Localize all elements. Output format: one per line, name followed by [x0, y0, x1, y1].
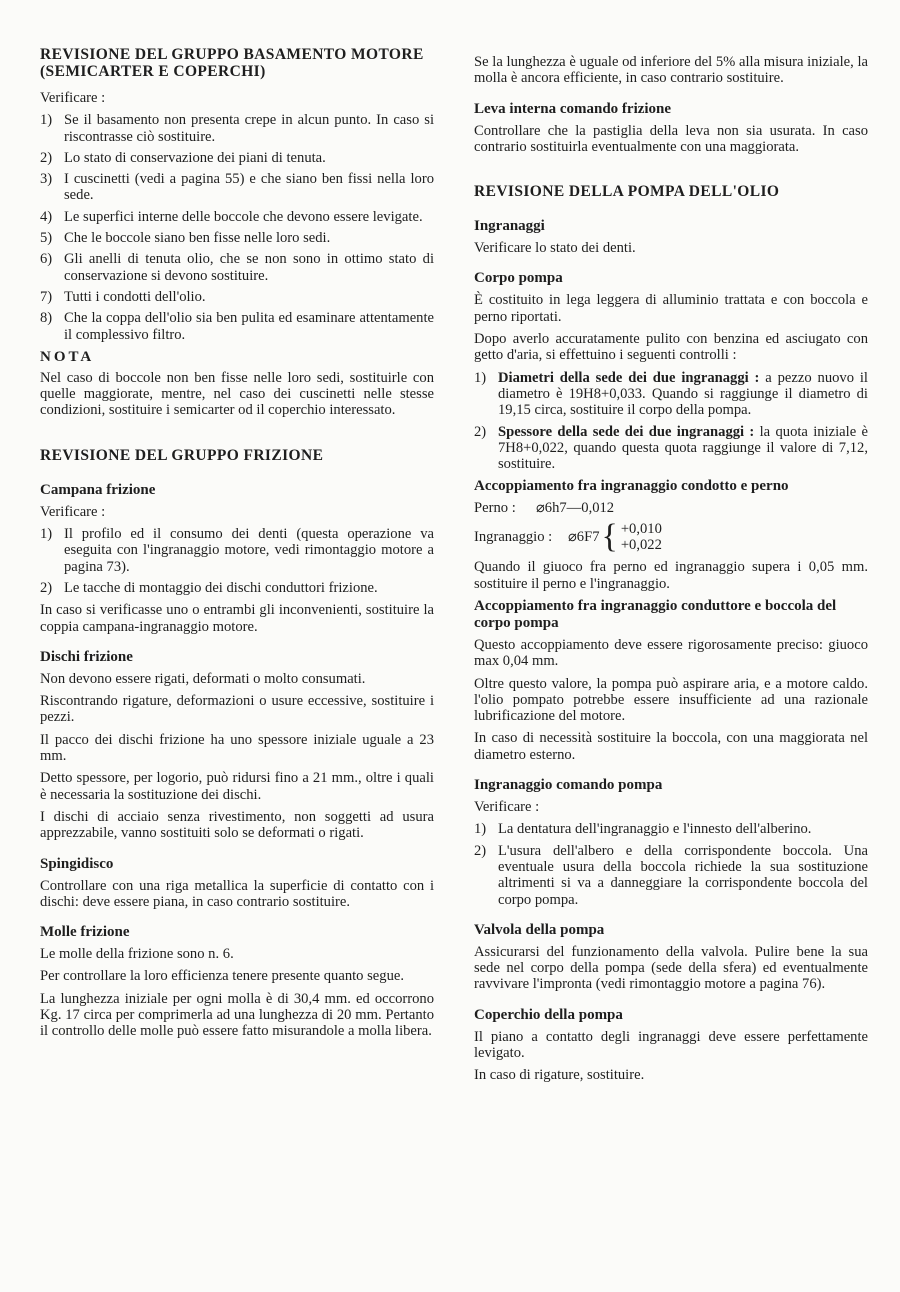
coperchio-title: Coperchio della pompa [474, 1006, 623, 1023]
accoppiamento-conduttore-paragraph: In caso di necessità sostituire la boccola, con una maggiorata nel diametro esterno. [474, 730, 868, 763]
dischi-paragraph: Il pacco dei dischi frizione ha uno spessore iniziale uguale a 23 mm. [40, 731, 434, 765]
molle-paragraph: Le molle della frizione sono n. 6. [40, 946, 234, 963]
ingranaggi-title: Ingranaggi [474, 218, 545, 235]
comando-list [474, 821, 868, 907]
comando-pompa-title: Ingranaggio comando pompa [474, 777, 663, 794]
spingidisco-title: Spingidisco [40, 855, 114, 872]
heading-basamento: REVISIONE DEL GRUPPO BASAMENTO MOTORE (SEMICARTER E COPERCHI) [40, 46, 424, 80]
leva-paragraph: Controllare che la pastiglia della leva non sia usurata. In caso contrario sostituirla eventualmente con una maggiorata. [474, 122, 868, 155]
verificare-label: Verificare : [474, 799, 540, 816]
list-item: 1) Il profilo ed il consumo dei denti (questa operazione va eseguita con l'ingranaggio motore, vedi rimontaggio motore a pagina 73). [40, 526, 434, 575]
basamento-list [40, 112, 434, 343]
list-item: 5) Che le boccole siano ben fisse nelle loro sedi. [40, 230, 331, 247]
corpo-paragraph: Dopo averlo accuratamente pulito con benzina ed asciugato con getto d'aria, si effettuino i seguenti controlli : [474, 331, 868, 364]
molle-continuation: Se la lunghezza è uguale od inferiore del 5% alla misura iniziale, la molla è ancora efficiente, in caso contrario sostituire. [474, 54, 868, 87]
corpo-paragraph: È costituito in lega leggera di alluminio trattata e con boccola e perno riportati. [474, 292, 868, 325]
left-column [40, 46, 434, 1046]
campana-note: In caso si verificasse uno o entrambi gli inconvenienti, sostituire la coppia campana-ingranaggio motore. [40, 602, 434, 635]
accoppiamento-conduttore-title: Accoppiamento fra ingranaggio conduttore e boccola del corpo pompa [474, 597, 837, 631]
molle-paragraph: La lunghezza iniziale per ogni molla è di 30,4 mm. ed occorrono Kg. 17 circa per comprimerla ad una lunghezza di 20 mm. Pertanto il controllo delle molle può essere fatto misurandole a molla libera. [40, 990, 434, 1040]
nota-text: Nel caso di boccole non ben fisse nelle loro sedi, sostituirle con quelle maggiorate, mentre, nel caso dei cuscinetti nelle stesse condizioni, sostituire i semicarter od il coperchio interessato. [40, 369, 434, 419]
leva-title: Leva interna comando frizione [474, 100, 672, 117]
heading-frizione: REVISIONE DEL GRUPPO FRIZIONE [40, 446, 324, 464]
accoppiamento-conduttore-paragraph: Questo accoppiamento deve essere rigorosamente preciso: giuoco max 0,04 mm. [474, 636, 868, 670]
tolerance-lower: +0,022 [620, 537, 662, 554]
valvola-title: Valvola della pompa [474, 921, 605, 938]
dischi-paragraph: I dischi di acciaio senza rivestimento, non soggetti ad usura apprezzabile, vanno sostituiti solo se deformati o rigati. [40, 808, 434, 842]
heading-pompa: REVISIONE DELLA POMPA DELL'OLIO [474, 183, 780, 201]
campana-list [40, 526, 434, 596]
perno-tolerance [474, 500, 868, 516]
list-item: 2) Spessore della sede dei due ingranaggi : la quota iniziale è 7H8+0,022, quando questa quota raggiunge il valore di 7,12, sostituire. [474, 423, 868, 473]
verificare-label: Verificare : [40, 503, 106, 520]
list-item: 2) L'usura dell'albero e della corrispondente boccola. Una eventuale usura della boccola richiede la sua sostituzione altrimenti si va a danneggiare la corrispondente boccola del corpo pompa. [474, 842, 868, 908]
list-item: 3) I cuscinetti (vedi a pagina 55) e che siano ben fissi nella loro sede. [40, 171, 434, 204]
accoppiamento-conduttore-paragraph: Oltre questo valore, la pompa può aspirare aria, e a motore caldo. l'olio pompato potrebbe essere insufficiente ad una razionale lubrificazione del motore. [474, 675, 868, 725]
list-item: 1) Diametri della sede dei due ingranaggi : a pezzo nuovo il diametro è 19H8+0,033. Quando si raggiunge il diametro di 19,15 circa, sostituire il corpo della pompa. [474, 369, 868, 419]
right-column [474, 54, 868, 1090]
accoppiamento-condotto-paragraph: Quando il giuoco fra perno ed ingranaggio supera i 0,05 mm. sostituire il perno e l'ingranaggio. [474, 559, 868, 592]
list-item: 4) Le superfici interne delle boccole che devono essere levigate. [40, 208, 423, 225]
dischi-paragraph: Non devono essere rigati, deformati o molto consumati. [40, 670, 366, 687]
nota-title: NOTA [40, 348, 95, 365]
molle-paragraph: Per controllare la loro efficienza tenere presente quanto segue. [40, 968, 404, 985]
accoppiamento-condotto-title: Accoppiamento fra ingranaggio condotto e perno [474, 478, 789, 495]
list-item: 6) Gli anelli di tenuta olio, che se non sono in ottimo stato di conservazione si devono sostituire. [40, 251, 434, 284]
ingranaggio-tolerance [474, 518, 868, 556]
valvola-paragraph: Assicurarsi del funzionamento della valvola. Pulire bene la sua sede nel corpo della pompa (sede della sfera) ed eventualmente ravvivare l'impronta (vedi rimontaggio motore a pagina 76). [474, 943, 868, 993]
dischi-paragraph: Riscontrando rigature, deformazioni o usure eccessive, sostituire i pezzi. [40, 693, 434, 726]
coperchio-paragraph: In caso di rigature, sostituire. [474, 1067, 645, 1084]
list-item: 2) Le tacche di montaggio dei dischi conduttori frizione. [40, 579, 378, 596]
ingranaggi-paragraph: Verificare lo stato dei denti. [474, 240, 636, 257]
list-item: 1) Se il basamento non presenta crepe in alcun punto. In caso si riscontrasse ciò sostituire. [40, 112, 434, 145]
dischi-paragraph: Detto spessore, per logorio, può ridursi fino a 21 mm., oltre i quali è necessaria la sostituzione dei dischi. [40, 770, 434, 803]
ingranaggio-label: Ingranaggio : [474, 528, 553, 545]
perno-label: Perno : [474, 500, 516, 517]
perno-value: ⌀6h7—0,012 [536, 500, 615, 517]
molle-title: Molle frizione [40, 924, 130, 941]
corpo-list [474, 370, 868, 473]
verificare-label: Verificare : [40, 90, 106, 106]
spingidisco-paragraph: Controllare con una riga metallica la superficie di contatto con i dischi: deve essere piana, in caso contrario sostituire. [40, 877, 434, 910]
ingranaggio-code: ⌀6F7 [568, 528, 600, 545]
dischi-title: Dischi frizione [40, 648, 133, 665]
list-item: 7) Tutti i condotti dell'olio. [40, 288, 206, 305]
tolerance-values [621, 521, 662, 554]
list-item: 1) La dentatura dell'ingranaggio e l'innesto dell'alberino. [474, 821, 812, 838]
coperchio-paragraph: Il piano a contatto degli ingranaggi deve essere perfettamente levigato. [474, 1028, 868, 1061]
corpo-title: Corpo pompa [474, 270, 563, 287]
brace-symbol: { [601, 518, 618, 556]
list-item: 8) Che la coppa dell'olio sia ben pulita ed esaminare attentamente il complessivo filtro. [40, 310, 434, 343]
list-item: 2) Lo stato di conservazione dei piani di tenuta. [40, 149, 326, 166]
tolerance-upper: +0,010 [620, 520, 662, 537]
campana-title: Campana frizione [40, 481, 156, 498]
